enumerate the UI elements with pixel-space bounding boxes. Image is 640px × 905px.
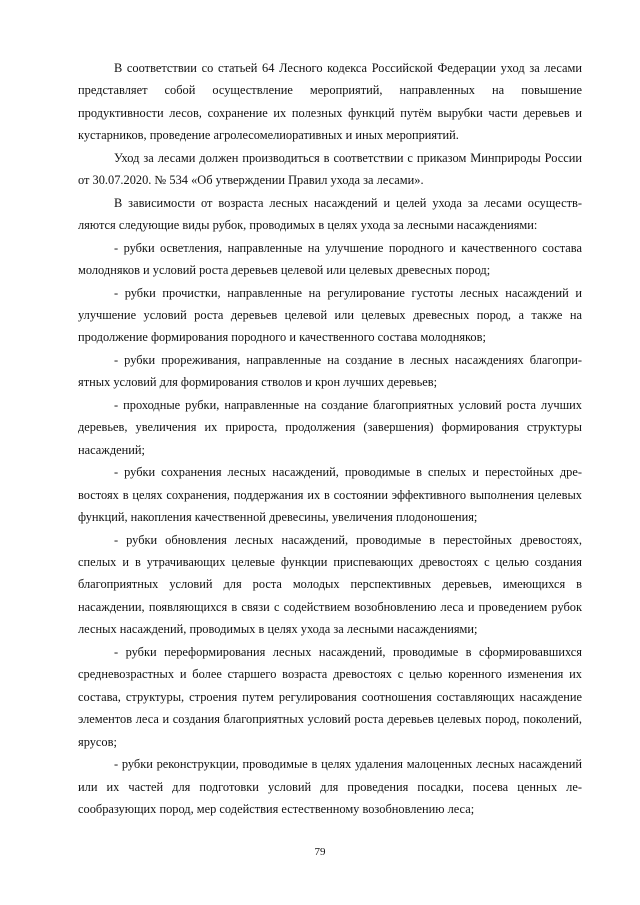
list-item-clarification-felling: - рубки осветления, направленные на улучшение породного и качественного состава молодняков и условий роста деревьев целевой или целевых древесных пород; — [78, 240, 582, 278]
page-number: 79 — [314, 846, 326, 858]
paragraph-forest-code: В соответствии со статьей 64 Лесного кодекса Российской Федерации уход за лесами представляет собой осуществление мероприятий, направленных на повышение продуктивности лесов, сохранение их полезных функций путём вырубки части деревьев и кустарников, проведение агролесомелиоративных и иных мероприятий. — [78, 61, 582, 143]
list-item-reformation-felling: - рубки переформирования лесных насаждений, проводимые в сформировавшихся средневозрастных и более старшего возраста древостоях с целью коренного изменения их состава, структуры, строения путем регулирования соотношения составляющих насаждение элементов леса и создания благоприятных условий роста деревьев целевых пород, поколений, ярусов; — [78, 644, 582, 749]
list-item-thinning-felling: - рубки прореживания, направленные на создание в лесных насаждениях благоприятных условий для формирования стволов и крон лучших деревьев; — [78, 352, 582, 390]
list-item-preservation-felling: - рубки сохранения лесных насаждений, проводимые в спелых и перестойных древостоях в целях сохранения, поддержания их в состоянии эффективного выполнения целевых функций, накопления качественной древесины, увеличения плодоношения; — [78, 465, 582, 525]
body-text — [78, 57, 582, 820]
list-item-cleaning-felling: - рубки прочистки, направленные на регулирование густоты лесных насаждений и улучшение условий роста деревьев целевой или целевых древесных пород, а также на продолжение формирования породного и качественного состава молодняков; — [78, 285, 582, 345]
paragraph-ministry-order: Уход за лесами должен производиться в соответствии с приказом Минприроды России от 30.07.2020. № 534 «Об утверждении Правил ухода за лесами». — [78, 150, 582, 188]
list-item-renewal-felling: - рубки обновления лесных насаждений, проводимые в перестойных древостоях, спелых и в утрачивающих целевые функции приспевающих древостоях с целью создания благоприятных условий для роста молодых перспективных деревьев, имеющихся в насаждении, появляющихся в связи с содействием возобновлению леса и проведением рубок лесных насаждений, проводимых в целях ухода за лесными насаждениями; — [78, 532, 582, 637]
list-item-passage-felling: - проходные рубки, направленные на создание благоприятных условий роста лучших деревьев, увеличения их прироста, продолжения (завершения) формирования структуры насаждений; — [78, 397, 582, 457]
paragraph-felling-types-intro: В зависимости от возраста лесных насаждений и целей ухода за лесами осуществляются следующие виды рубок, проводимых в целях ухода за лесными насаждениями: — [78, 195, 582, 233]
list-item-reconstruction-felling: - рубки реконструкции, проводимые в целях удаления малоценных лесных насаждений или их частей для подготовки условий для проведения посадки, посева ценных лесообразующих пород, мер содействия естественному возобновлению леса; — [78, 757, 582, 816]
